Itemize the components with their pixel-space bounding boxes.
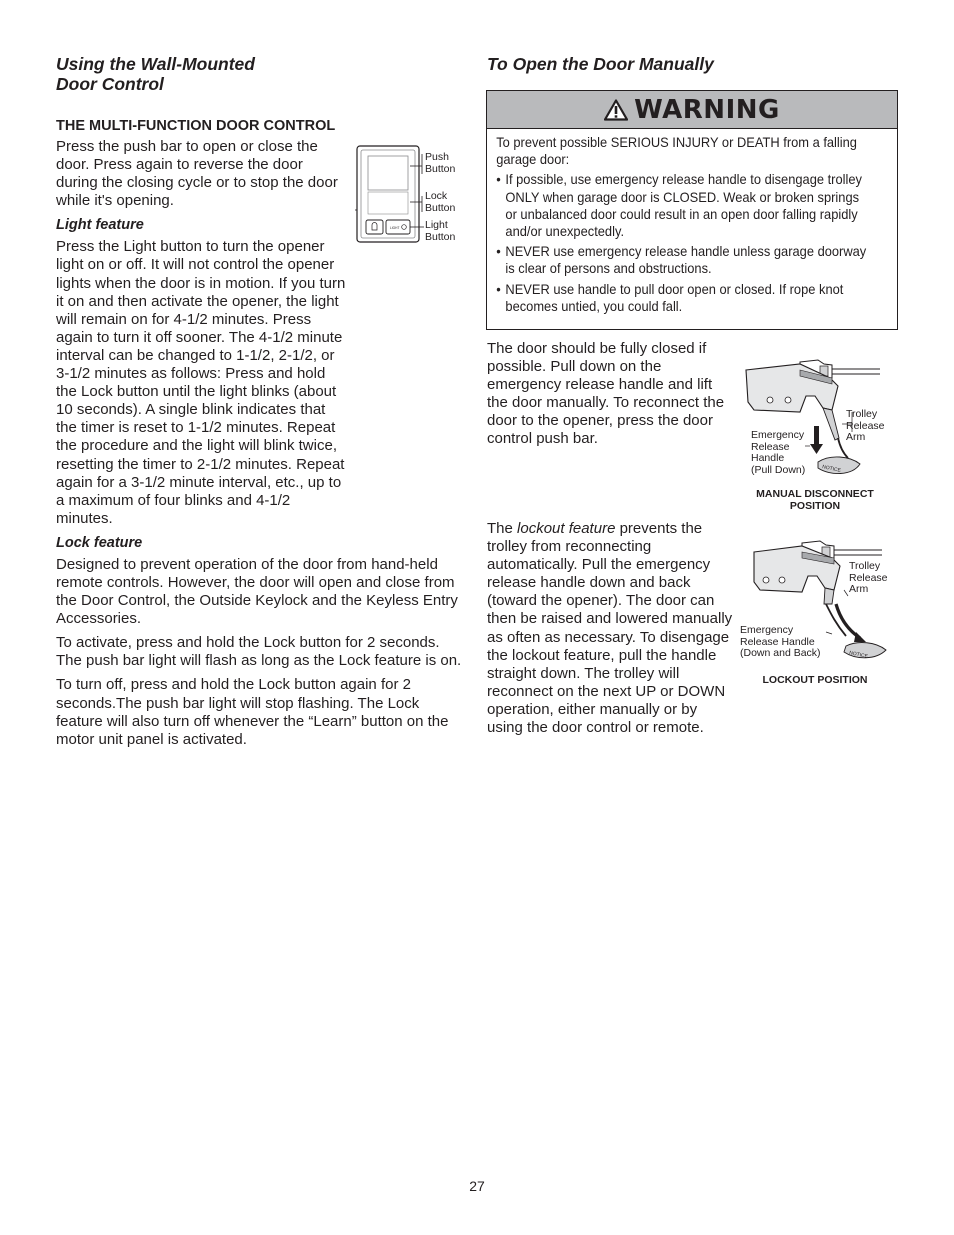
- emergency-handle-label: Emergency Release Handle (Pull Down): [751, 429, 806, 476]
- light-panel-text: LIGHT: [390, 226, 400, 230]
- door-control-illustration: [354, 144, 464, 244]
- page-number: 27: [469, 1178, 485, 1194]
- section-title: Using the Wall-Mounted Door Control: [56, 54, 255, 94]
- subhead: THE MULTI-FUNCTION DOOR CONTROL: [56, 118, 336, 134]
- manual-open-section: [487, 54, 899, 74]
- manual-disconnect-diagram: [740, 352, 910, 517]
- warning-body: [487, 129, 883, 315]
- trolley-release-arm-label: Trolley Release Arm: [846, 408, 885, 443]
- lock-paragraph-1: Designed to prevent operation of the door from hand-held remote controls. However, the door will open and close from the Door Control, the Outside Keylock and the Keyless Entry Accessories.: [56, 555, 458, 628]
- light-feature-paragraph: Press the Light button to turn the opener light on or off. It will not control the opener lights when the door is in motion. If you turn it on and then activate the opener, the light will remain on for 4-1/2 minutes. Press again to turn it off sooner. The 4-1/2 minute interval can be changed to 1-1/2, 2-1/2, or 3-1/2 minutes as follows: Press and hold the Lock button until the light blinks (about 10 seconds). A single blink indicates that the timer is reset to 1-1/2 minutes. Repeat the procedure and the light will blink twice, resetting the timer to 2-1/2 minutes. Repeat again for a 3-1/2 minute interval, etc., up to a maximum of four blinks and 4-1/2 minutes.: [56, 238, 346, 527]
- lock-button-label: Lock Button: [425, 190, 456, 214]
- section-title: To Open the Door Manually: [487, 54, 714, 74]
- warning-heading: WARNING: [634, 94, 780, 125]
- warning-box: [486, 90, 898, 330]
- intro-paragraph: Press the push bar to open or close the door. Press again to reverse the door during the closing cycle or to stop the door while it's opening.: [56, 138, 338, 210]
- warning-intro: To prevent possible SERIOUS INJURY or DEATH from a falling garage door:: [496, 134, 857, 168]
- notice-tag-text: NOTICE: [848, 650, 869, 660]
- light-button-label: Light Button: [425, 219, 456, 243]
- lockout-caption: LOCKOUT POSITION: [762, 674, 868, 686]
- notice-tag-text: NOTICE: [821, 464, 842, 474]
- lock-paragraph-2: To activate, press and hold the Lock button for 2 seconds. The push bar light will flash as long as the Lock feature is on.: [56, 634, 462, 670]
- warning-bullet: • NEVER use emergency release handle unless garage doorway is clear of persons and obstructions.: [496, 243, 867, 277]
- push-button-label: Push Button: [425, 151, 456, 175]
- lockout-diagram: [736, 534, 910, 694]
- warning-triangle-icon: [604, 99, 628, 121]
- light-feature-heading: Light feature: [56, 217, 144, 234]
- warning-header: [487, 91, 897, 129]
- emergency-handle-label: Emergency Release Handle (Down and Back): [740, 624, 821, 659]
- trolley-release-arm-label: Trolley Release Arm: [849, 560, 888, 595]
- warning-bullet: • NEVER use handle to pull door open or closed. If rope knot becomes untied, you could fall.: [496, 280, 844, 314]
- lock-paragraph-3: To turn off, press and hold the Lock button again for 2 seconds.The push bar light will stop flashing. The Lock feature will also turn off whenever the “Learn” button on the motor unit panel is activated.: [56, 676, 449, 748]
- lock-feature-heading: Lock feature: [56, 534, 143, 551]
- manual-disconnect-paragraph: The door should be fully closed if possible. Pull down on the emergency release handle and lift the door manually. To reconnect the door to the opener, press the door control push bar.: [487, 340, 725, 448]
- manual-disconnect-caption: MANUAL DISCONNECT POSITION: [756, 488, 874, 512]
- warning-bullet: • If possible, use emergency release handle to disengage trolley ONLY when garage door is CLOSED. Weak or broken springs or unbalanced door could result in an open door falling rapidly and/or unexpectedly.: [496, 171, 862, 240]
- lockout-paragraph: The lockout feature prevents the trolley from reconnecting automatically. Pull the emergency release handle down and back (toward the opener). The door can then be raised and lowered manually as often as necessary. To disengage the lockout feature, pull the handle straight down. The trolley will reconnect on the next UP or DOWN operation, either manually or by using the door control or remote.: [487, 520, 733, 737]
